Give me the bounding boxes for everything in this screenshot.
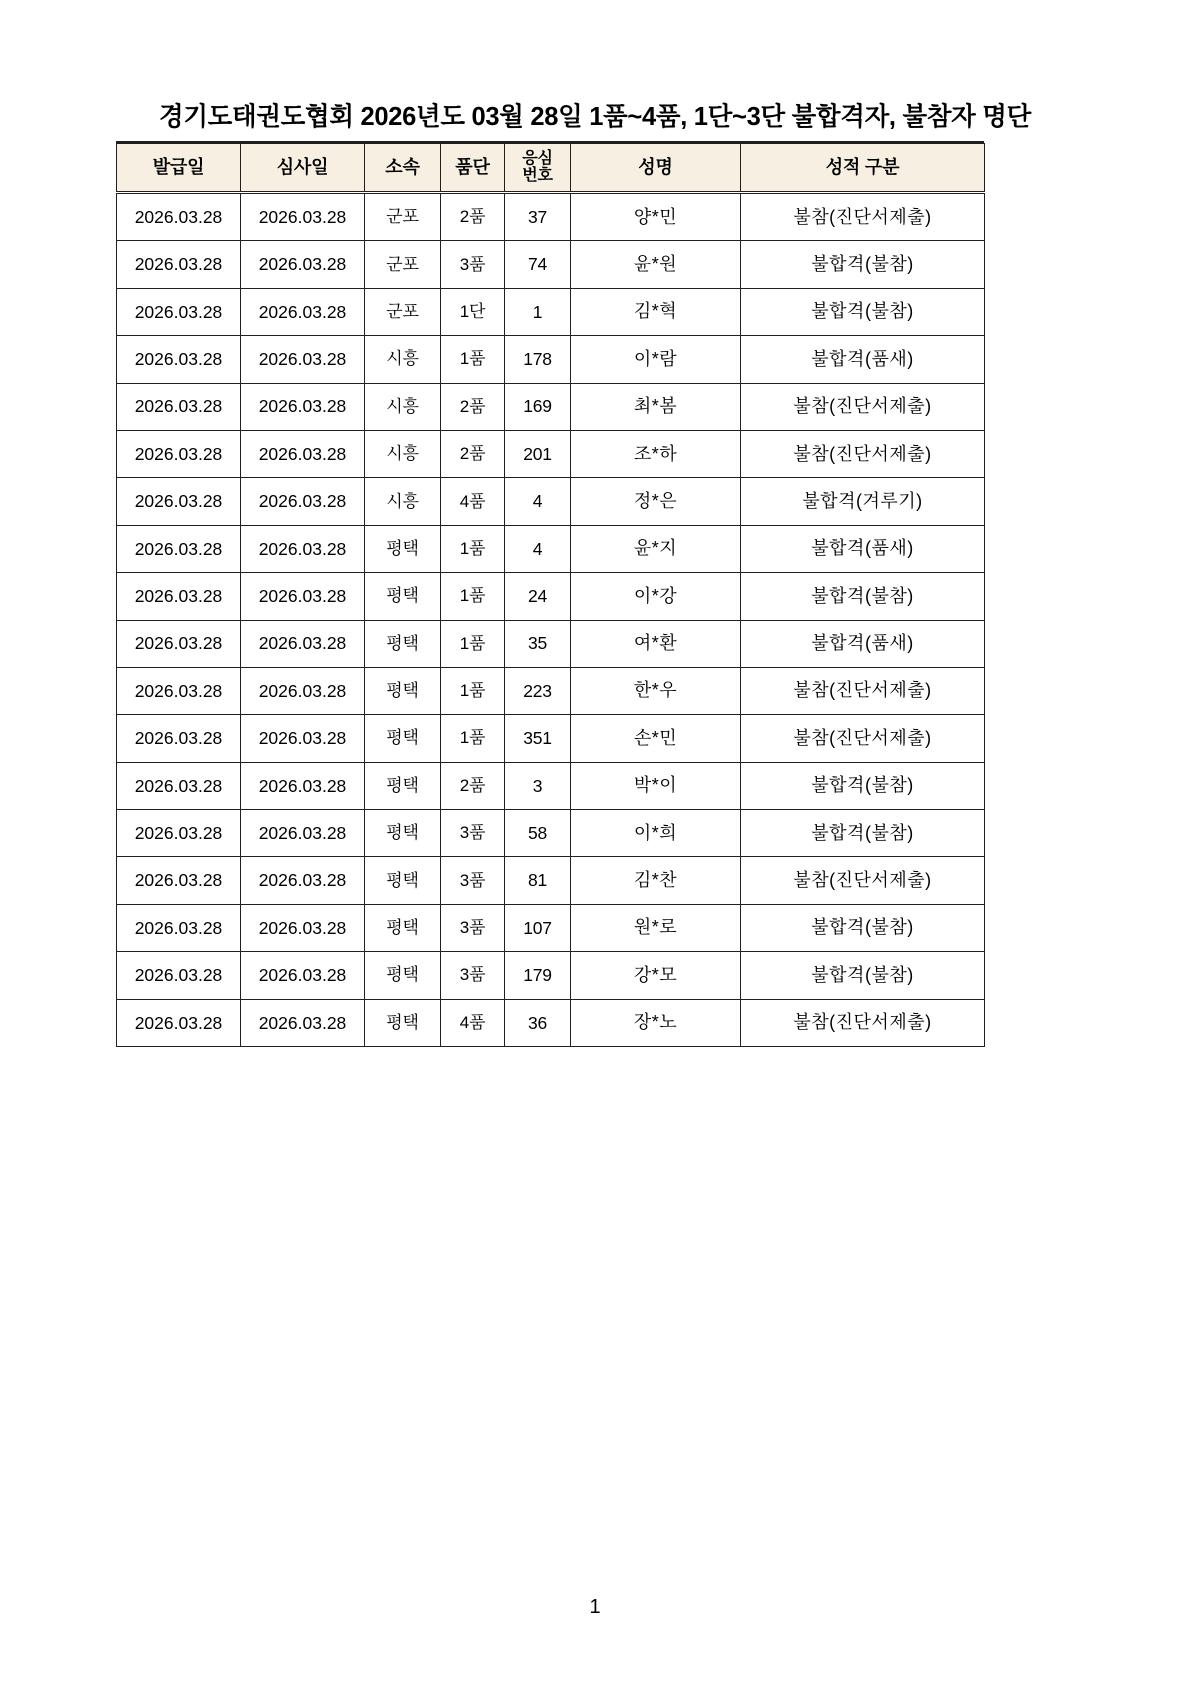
- cell-name: 윤*원: [571, 241, 741, 288]
- cell-application-number: 37: [505, 193, 571, 241]
- cell-issue-date: 2026.03.28: [117, 620, 241, 667]
- cell-application-number: 35: [505, 620, 571, 667]
- cell-exam-date: 2026.03.28: [241, 952, 365, 999]
- cell-result: 불합격(겨루기): [741, 478, 985, 525]
- cell-name: 한*우: [571, 667, 741, 714]
- cell-grade: 1품: [441, 715, 505, 762]
- cell-branch: 시흥: [365, 383, 441, 430]
- cell-application-number: 351: [505, 715, 571, 762]
- cell-result: 불참(진단서제출): [741, 857, 985, 904]
- cell-application-number: 36: [505, 999, 571, 1046]
- cell-exam-date: 2026.03.28: [241, 715, 365, 762]
- table-row: [117, 478, 985, 525]
- cell-issue-date: 2026.03.28: [117, 430, 241, 477]
- roster-table-container: [116, 143, 984, 1047]
- cell-result: 불합격(불참): [741, 573, 985, 620]
- cell-issue-date: 2026.03.28: [117, 999, 241, 1046]
- cell-issue-date: 2026.03.28: [117, 857, 241, 904]
- page-title: 경기도태권도협회 2026년도 03월 28일 1품~4품, 1단~3단 불합격자, 불참자 명단: [159, 103, 1031, 131]
- cell-name: 이*강: [571, 573, 741, 620]
- cell-name: 강*모: [571, 952, 741, 999]
- cell-branch: 군포: [365, 288, 441, 335]
- cell-exam-date: 2026.03.28: [241, 430, 365, 477]
- cell-exam-date: 2026.03.28: [241, 336, 365, 383]
- cell-name: 이*희: [571, 810, 741, 857]
- cell-branch: 평택: [365, 620, 441, 667]
- cell-application-number: 3: [505, 762, 571, 809]
- cell-result: 불합격(불참): [741, 810, 985, 857]
- cell-issue-date: 2026.03.28: [117, 952, 241, 999]
- cell-exam-date: 2026.03.28: [241, 762, 365, 809]
- cell-branch: 군포: [365, 241, 441, 288]
- cell-exam-date: 2026.03.28: [241, 525, 365, 572]
- cell-issue-date: 2026.03.28: [117, 193, 241, 241]
- cell-exam-date: 2026.03.28: [241, 667, 365, 714]
- cell-name: 윤*지: [571, 525, 741, 572]
- table-row: [117, 241, 985, 288]
- cell-grade: 1품: [441, 573, 505, 620]
- cell-exam-date: 2026.03.28: [241, 241, 365, 288]
- table-row: [117, 952, 985, 999]
- cell-exam-date: 2026.03.28: [241, 573, 365, 620]
- table-row: [117, 667, 985, 714]
- cell-issue-date: 2026.03.28: [117, 288, 241, 335]
- cell-application-number: 81: [505, 857, 571, 904]
- cell-exam-date: 2026.03.28: [241, 904, 365, 951]
- cell-branch: 평택: [365, 667, 441, 714]
- cell-application-number: 201: [505, 430, 571, 477]
- cell-name: 정*은: [571, 478, 741, 525]
- cell-grade: 2품: [441, 383, 505, 430]
- cell-name: 박*이: [571, 762, 741, 809]
- table-header-row: [117, 144, 985, 193]
- column-header-application-number-line1: 응심: [522, 150, 553, 168]
- column-header-application-number-line2: 번호: [522, 167, 553, 184]
- cell-issue-date: 2026.03.28: [117, 762, 241, 809]
- cell-issue-date: 2026.03.28: [117, 904, 241, 951]
- cell-result: 불합격(품새): [741, 336, 985, 383]
- cell-result: 불참(진단서제출): [741, 715, 985, 762]
- table-row: [117, 336, 985, 383]
- column-header-branch: 소속: [365, 144, 441, 193]
- column-header-name: 성명: [571, 144, 741, 193]
- cell-issue-date: 2026.03.28: [117, 810, 241, 857]
- cell-name: 장*노: [571, 999, 741, 1046]
- cell-name: 양*민: [571, 193, 741, 241]
- table-row: [117, 620, 985, 667]
- table-row: [117, 999, 985, 1046]
- table-body: [117, 193, 985, 1047]
- table-row: [117, 288, 985, 335]
- cell-issue-date: 2026.03.28: [117, 478, 241, 525]
- column-header-issue-date: 발급일: [117, 144, 241, 193]
- cell-application-number: 4: [505, 525, 571, 572]
- cell-result: 불합격(불참): [741, 952, 985, 999]
- cell-application-number: 223: [505, 667, 571, 714]
- cell-grade: 3품: [441, 241, 505, 288]
- cell-application-number: 169: [505, 383, 571, 430]
- cell-branch: 평택: [365, 999, 441, 1046]
- cell-grade: 1품: [441, 336, 505, 383]
- cell-name: 손*민: [571, 715, 741, 762]
- cell-application-number: 24: [505, 573, 571, 620]
- cell-result: 불합격(불참): [741, 241, 985, 288]
- cell-result: 불합격(불참): [741, 904, 985, 951]
- cell-exam-date: 2026.03.28: [241, 193, 365, 241]
- cell-result: 불합격(불참): [741, 288, 985, 335]
- page-number: 1: [589, 1596, 601, 1618]
- cell-result: 불참(진단서제출): [741, 999, 985, 1046]
- cell-name: 여*환: [571, 620, 741, 667]
- column-header-application-number: [505, 144, 571, 193]
- cell-grade: 1품: [441, 620, 505, 667]
- cell-exam-date: 2026.03.28: [241, 810, 365, 857]
- cell-result: 불참(진단서제출): [741, 383, 985, 430]
- cell-name: 김*찬: [571, 857, 741, 904]
- cell-branch: 평택: [365, 952, 441, 999]
- table-row: [117, 525, 985, 572]
- cell-grade: 2품: [441, 430, 505, 477]
- cell-exam-date: 2026.03.28: [241, 857, 365, 904]
- cell-application-number: 179: [505, 952, 571, 999]
- table-row: [117, 573, 985, 620]
- cell-result: 불참(진단서제출): [741, 430, 985, 477]
- cell-branch: 평택: [365, 573, 441, 620]
- cell-issue-date: 2026.03.28: [117, 241, 241, 288]
- cell-name: 최*봄: [571, 383, 741, 430]
- cell-exam-date: 2026.03.28: [241, 999, 365, 1046]
- table-row: [117, 857, 985, 904]
- cell-result: 불합격(불참): [741, 762, 985, 809]
- cell-exam-date: 2026.03.28: [241, 620, 365, 667]
- cell-branch: 평택: [365, 904, 441, 951]
- cell-issue-date: 2026.03.28: [117, 525, 241, 572]
- cell-grade: 1단: [441, 288, 505, 335]
- column-header-result: 성적 구분: [741, 144, 985, 193]
- table-row: [117, 904, 985, 951]
- cell-result: 불합격(품새): [741, 525, 985, 572]
- cell-exam-date: 2026.03.28: [241, 478, 365, 525]
- cell-grade: 3품: [441, 952, 505, 999]
- cell-issue-date: 2026.03.28: [117, 667, 241, 714]
- table-row: [117, 715, 985, 762]
- table-header: [117, 144, 985, 193]
- cell-grade: 2품: [441, 762, 505, 809]
- cell-branch: 평택: [365, 762, 441, 809]
- cell-issue-date: 2026.03.28: [117, 573, 241, 620]
- cell-grade: 1품: [441, 667, 505, 714]
- cell-branch: 평택: [365, 857, 441, 904]
- cell-name: 이*람: [571, 336, 741, 383]
- cell-exam-date: 2026.03.28: [241, 288, 365, 335]
- cell-application-number: 178: [505, 336, 571, 383]
- cell-branch: 시흥: [365, 336, 441, 383]
- table-row: [117, 383, 985, 430]
- cell-application-number: 74: [505, 241, 571, 288]
- cell-result: 불참(진단서제출): [741, 193, 985, 241]
- table-row: [117, 810, 985, 857]
- cell-application-number: 1: [505, 288, 571, 335]
- cell-application-number: 4: [505, 478, 571, 525]
- cell-application-number: 58: [505, 810, 571, 857]
- cell-issue-date: 2026.03.28: [117, 336, 241, 383]
- cell-branch: 평택: [365, 525, 441, 572]
- column-header-grade: 품단: [441, 144, 505, 193]
- cell-issue-date: 2026.03.28: [117, 715, 241, 762]
- cell-branch: 평택: [365, 715, 441, 762]
- cell-result: 불참(진단서제출): [741, 667, 985, 714]
- table-row: [117, 193, 985, 241]
- cell-grade: 2품: [441, 193, 505, 241]
- cell-name: 김*혁: [571, 288, 741, 335]
- cell-name: 조*하: [571, 430, 741, 477]
- cell-branch: 시흥: [365, 478, 441, 525]
- column-header-exam-date: 심사일: [241, 144, 365, 193]
- cell-branch: 시흥: [365, 430, 441, 477]
- cell-issue-date: 2026.03.28: [117, 383, 241, 430]
- cell-branch: 군포: [365, 193, 441, 241]
- cell-grade: 3품: [441, 857, 505, 904]
- cell-name: 원*로: [571, 904, 741, 951]
- table-row: [117, 430, 985, 477]
- cell-branch: 평택: [365, 810, 441, 857]
- cell-grade: 3품: [441, 904, 505, 951]
- cell-grade: 1품: [441, 525, 505, 572]
- cell-grade: 4품: [441, 478, 505, 525]
- roster-table: [116, 143, 985, 1047]
- cell-exam-date: 2026.03.28: [241, 383, 365, 430]
- cell-grade: 4품: [441, 999, 505, 1046]
- cell-result: 불합격(품새): [741, 620, 985, 667]
- cell-application-number: 107: [505, 904, 571, 951]
- table-row: [117, 762, 985, 809]
- cell-grade: 3품: [441, 810, 505, 857]
